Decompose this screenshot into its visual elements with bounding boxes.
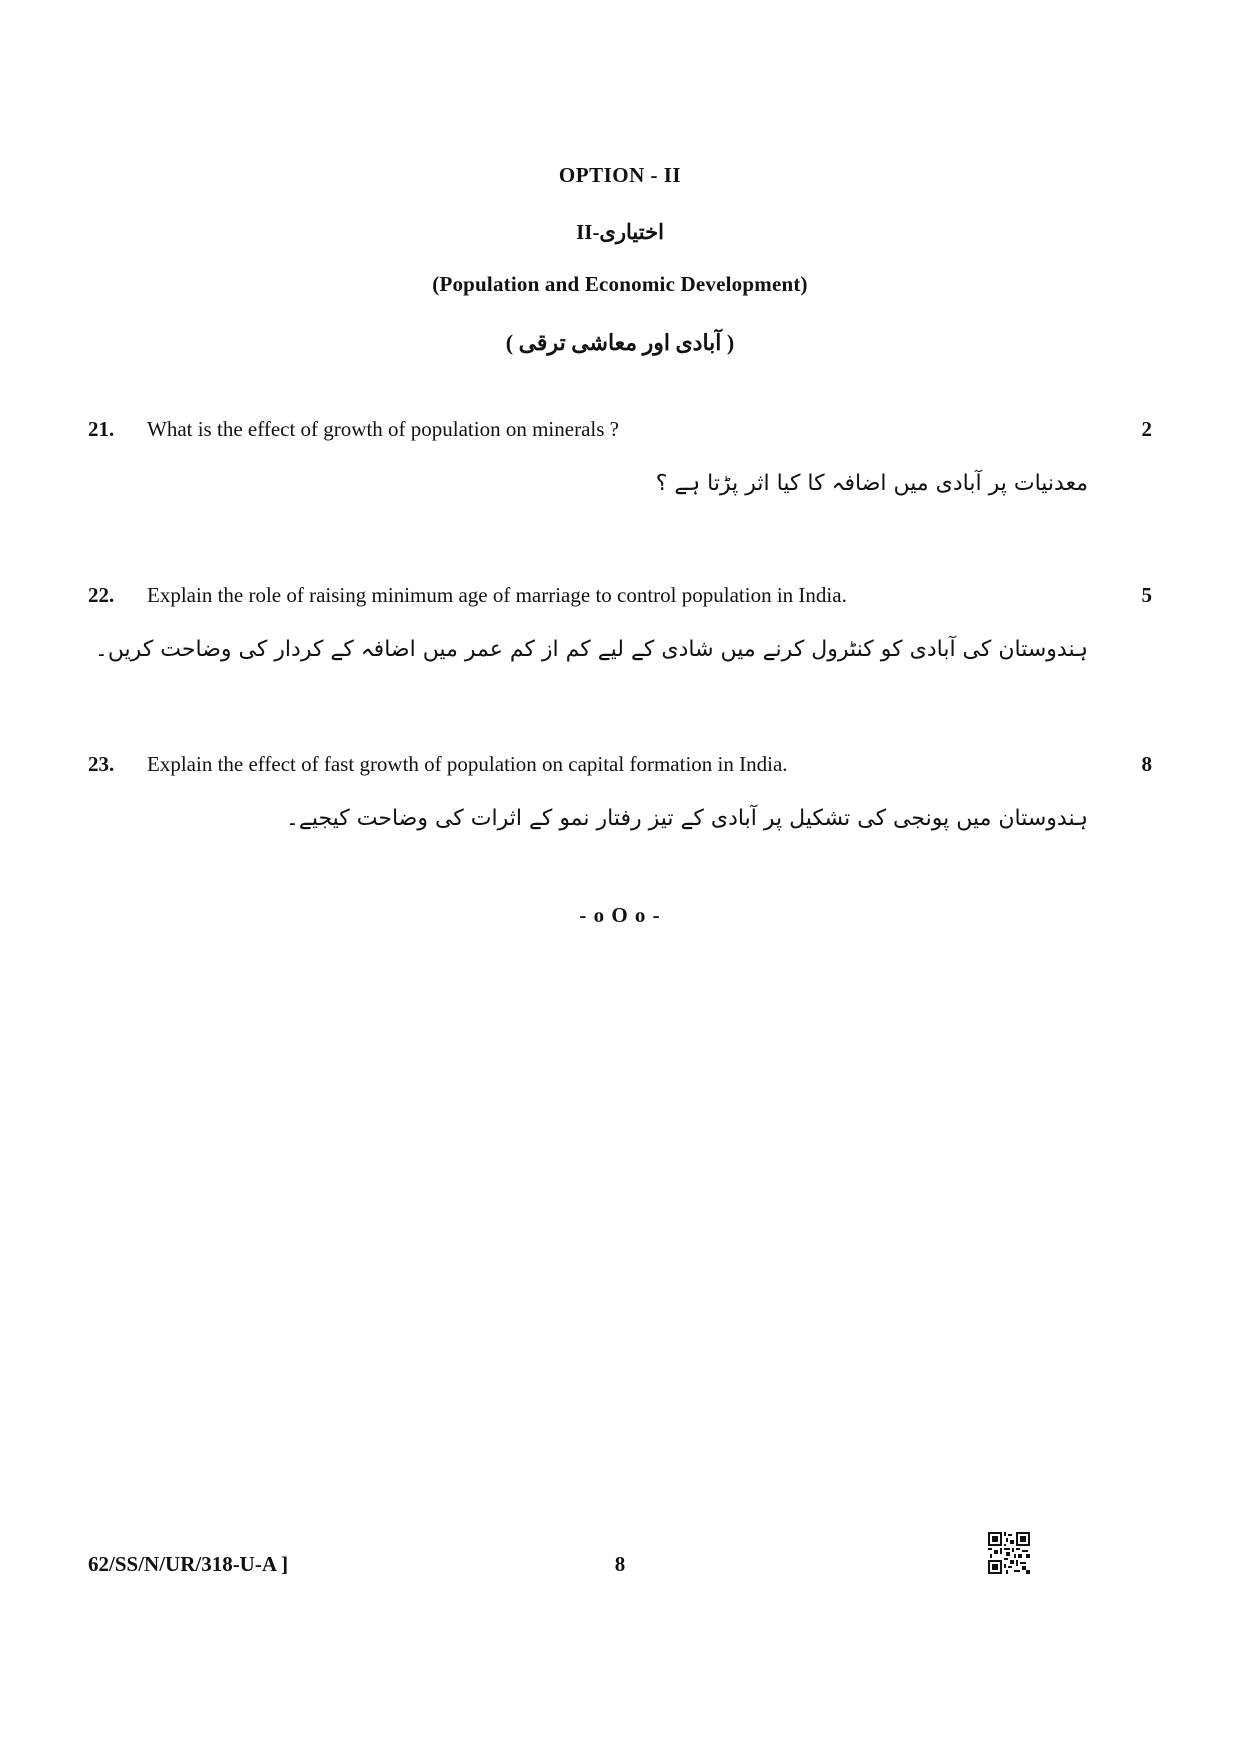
question-marks: 8: [1141, 752, 1152, 776]
question-23: [0, 752, 1240, 872]
option-title-urdu: اختیاری-II: [576, 220, 664, 244]
question-number: 22.: [88, 583, 115, 607]
question-marks: 2: [1141, 417, 1152, 441]
question-number: 21.: [88, 417, 115, 441]
section-title-urdu: ( آبادی اور معاشی ترقی ): [505, 330, 735, 355]
end-of-paper-mark: - o O o -: [579, 903, 661, 927]
question-marks: 5: [1141, 583, 1152, 607]
section-title: (Population and Economic Development): [432, 272, 808, 296]
question-text: Explain the effect of fast growth of population on capital formation in India.: [147, 752, 788, 776]
question-text: What is the effect of growth of population on minerals ?: [147, 417, 619, 441]
page-number: 8: [614, 1552, 626, 1576]
question-text-urdu: ہندوستان میں پونجی کی تشکیل پر آبادی کے تیز رفتار نمو کے اثرات کی وضاحت کیجیے۔: [286, 806, 1088, 831]
paper-code: 62/SS/N/UR/318-U-A ]: [88, 1552, 289, 1576]
question-22: [0, 583, 1240, 703]
question-text: Explain the role of raising minimum age of marriage to control population in India.: [147, 583, 847, 607]
question-text-urdu: ہندوستان کی آبادی کو کنٹرول کرنے میں شادی کے لیے کم از کم عمر میں اضافہ کے کردار کی وضاحت کریں۔: [94, 637, 1088, 662]
option-title: OPTION - II: [558, 163, 682, 187]
question-number: 23.: [88, 752, 115, 776]
qr-code-icon: [988, 1532, 1030, 1574]
question-21: [0, 417, 1240, 537]
question-text-urdu: معدنیات پر آبادی میں اضافہ کا کیا اثر پڑتا ہے ؟: [655, 471, 1088, 496]
